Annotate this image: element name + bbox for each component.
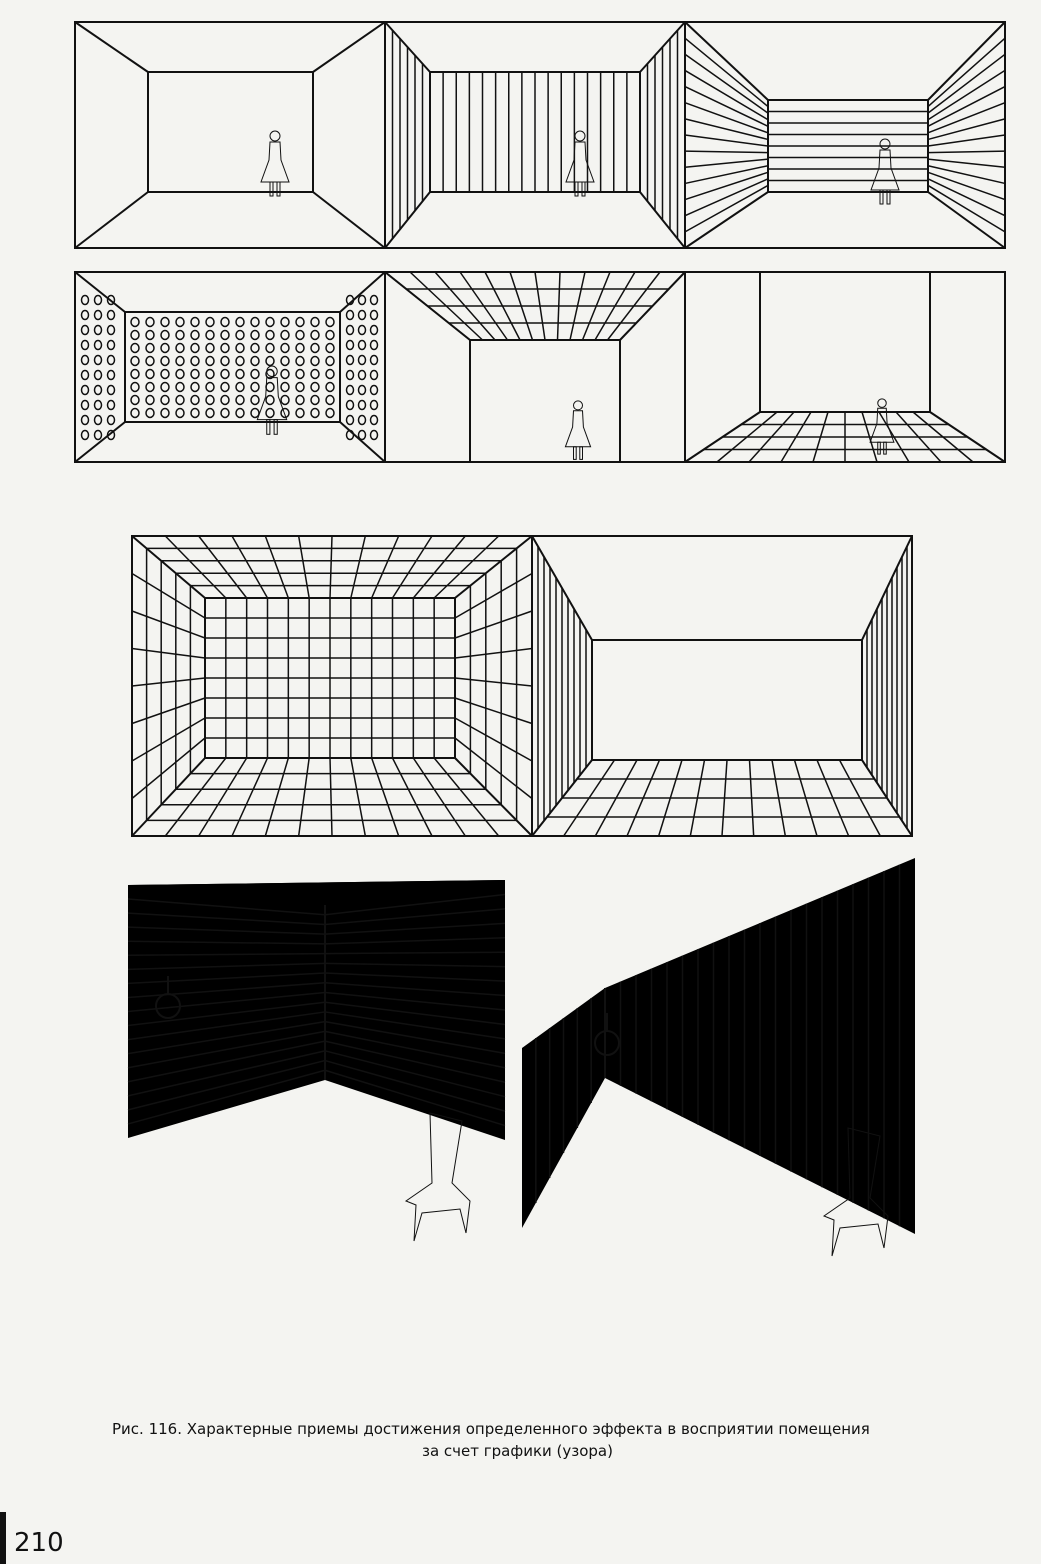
wallpaper-motif [146,383,154,392]
wallpaper-motif [176,383,184,392]
hatch-line [455,698,532,724]
wallpaper-motif [221,396,229,405]
wallpaper-motif [359,296,366,305]
wallpaper-motif [251,357,259,366]
hatch-line [455,611,532,638]
wallpaper-motif [281,318,289,327]
wallpaper-motif [95,386,102,395]
wallpaper-motif [311,370,319,379]
wallpaper-motif [266,344,274,353]
wallpaper-motif [371,416,378,425]
wallpaper-motif [347,311,354,320]
hatch-line [455,678,532,686]
wallpaper-motif [82,311,89,320]
wallpaper-motif [206,318,214,327]
wallpaper-motif [281,370,289,379]
wallpaper-motif [371,311,378,320]
wallpaper-motif [236,318,244,327]
wallpaper-motif [176,344,184,353]
wallpaper-motif [326,370,334,379]
wallpaper-motif [221,331,229,340]
hatch-line [928,38,1005,106]
wallpaper-motif [281,344,289,353]
wallpaper-motif [371,431,378,440]
wallpaper-motif [266,383,274,392]
corner-vertical-lines-panel [522,858,915,1234]
wallpaper-motif [131,318,139,327]
hatch-line [928,159,1005,167]
hatch-line [685,151,768,152]
wallpaper-motif [371,371,378,380]
wallpaper-motif [108,356,115,365]
hatch-line [413,536,465,598]
wallpaper-motif [131,331,139,340]
wallpaper-motif [131,409,139,418]
hatch-line [455,649,532,659]
wallpaper-motif [191,344,199,353]
wallpaper-motif [191,409,199,418]
wallpaper-motif [281,331,289,340]
wallpaper-motif [251,396,259,405]
hatch-line [685,70,768,119]
hatch-line [299,536,310,598]
wallpaper-motif [347,356,354,365]
wallpaper-motif [161,357,169,366]
wallpaper-motif [82,296,89,305]
wallpaper-motif [296,383,304,392]
wallpaper-motif [191,331,199,340]
wallpaper-motif [108,326,115,335]
wallpaper-motif [82,371,89,380]
wallpaper-motif [311,357,319,366]
room-plain-panel [75,22,385,248]
room-partial-grid-panel [532,536,912,836]
wallpaper-motif [326,344,334,353]
wallpaper-motif [359,326,366,335]
wallpaper-motif [191,370,199,379]
wallpaper-motif [108,416,115,425]
wallpaper-motif [236,357,244,366]
hatch-line [685,185,768,231]
wallpaper-motif [146,357,154,366]
wallpaper-motif [296,409,304,418]
wallpaper-motif [82,431,89,440]
wallpaper-motif [236,370,244,379]
wallpaper-motif [161,409,169,418]
wallpaper-motif [347,326,354,335]
wallpaper-motif [281,383,289,392]
wallpaper-motif [359,356,366,365]
wallpaper-motif [236,396,244,405]
hatch-line [928,185,1005,231]
wallpaper-motif [347,401,354,410]
figure-caption-line1: Рис. 116. Характерные приемы достижения определенного эффекта в восприятии помещения [112,1420,870,1438]
wallpaper-motif [146,344,154,353]
woman-silhouette [566,131,594,196]
wallpaper-motif [371,386,378,395]
hatch-line [265,758,288,836]
wallpaper-motif [236,383,244,392]
hatch-line [265,536,288,598]
wallpaper-motif [146,318,154,327]
wallpaper-motif [95,341,102,350]
hatch-line [928,166,1005,184]
woman-silhouette [870,399,894,454]
wallpaper-motif [95,296,102,305]
hatch-line [928,172,1005,199]
wallpaper-motif [359,416,366,425]
woman-silhouette [257,366,286,434]
wallpaper-motif [146,396,154,405]
wallpaper-motif [221,357,229,366]
wallpaper-motif [221,318,229,327]
hatch-line [685,179,768,216]
wallpaper-motif [251,383,259,392]
wallpaper-motif [236,344,244,353]
wallpaper-motif [266,396,274,405]
wallpaper-motif [251,370,259,379]
hatch-line [199,758,247,836]
wallpaper-motif [359,341,366,350]
hatch-line [232,758,268,836]
wallpaper-motif [176,396,184,405]
wallpaper-motif [131,357,139,366]
wallpaper-motif [359,431,366,440]
wallpaper-motif [371,296,378,305]
woman-silhouette [565,401,590,460]
wallpaper-motif [146,409,154,418]
hatch-line [351,536,366,598]
wallpaper-motif [296,344,304,353]
hatch-line [685,54,768,113]
wallpaper-motif [251,318,259,327]
wallpaper-motif [359,311,366,320]
wallpaper-motif [326,331,334,340]
wallpaper-motif [131,383,139,392]
wallpaper-motif [371,326,378,335]
wallpaper-motif [206,344,214,353]
wallpaper-motif [82,386,89,395]
wallpaper-motif [251,344,259,353]
wallpaper-motif [296,396,304,405]
wallpaper-motif [82,341,89,350]
woman-silhouette [871,139,899,204]
wallpaper-motif [95,401,102,410]
wallpaper-motif [176,370,184,379]
wallpaper-motif [82,401,89,410]
hatch-line [455,718,532,761]
page-number: 210 [14,1528,64,1558]
wallpaper-motif [176,357,184,366]
hatch-line [928,151,1005,152]
hatch-line [685,166,768,184]
wallpaper-motif [359,371,366,380]
wallpaper-motif [108,401,115,410]
wallpaper-motif [131,370,139,379]
wallpaper-motif [326,409,334,418]
wallpaper-motif [266,331,274,340]
wallpaper-motif [347,371,354,380]
wallpaper-motif [251,331,259,340]
wallpaper-motif [236,409,244,418]
figure-caption-line2: за счет графики (узора) [422,1442,613,1460]
wallpaper-motif [347,341,354,350]
wallpaper-motif [95,326,102,335]
wallpaper-motif [82,416,89,425]
wallpaper-motif [206,331,214,340]
wallpaper-motif [236,331,244,340]
hatch-line [330,536,332,598]
wallpaper-motif [296,331,304,340]
hatch-line [132,678,205,686]
wallpaper-motif [191,383,199,392]
page-edge-bar [0,1512,6,1564]
hatch-line [372,536,399,598]
wallpaper-motif [191,318,199,327]
wallpaper-motif [161,344,169,353]
hatch-line [928,87,1005,127]
wallpaper-motif [326,383,334,392]
wallpaper-motif [161,396,169,405]
wallpaper-motif [206,396,214,405]
hatch-line [299,758,310,836]
wallpaper-motif [281,396,289,405]
hatch-line [199,536,247,598]
wallpaper-motif [191,357,199,366]
wallpaper-motif [146,331,154,340]
wallpaper-motif [296,370,304,379]
wallpaper-motif [326,396,334,405]
wallpaper-motif [176,331,184,340]
wallpaper-motif [371,401,378,410]
wallpaper-motif [176,318,184,327]
wallpaper-motif [176,409,184,418]
room-ceiling-lines-panel [385,272,685,462]
wallpaper-motif [296,318,304,327]
wallpaper-motif [161,370,169,379]
wallpaper-motif [95,416,102,425]
wallpaper-motif [281,357,289,366]
wallpaper-motif [326,318,334,327]
wallpaper-motif [95,356,102,365]
hatch-line [372,758,399,836]
hatch-line [685,38,768,106]
wallpaper-motif [131,396,139,405]
wallpaper-motif [108,386,115,395]
wallpaper-motif [266,409,274,418]
wallpaper-motif [82,356,89,365]
wallpaper-motif [266,318,274,327]
wallpaper-motif [131,344,139,353]
wallpaper-motif [221,383,229,392]
wallpaper-motif [221,409,229,418]
room-patterned-panel [75,272,385,462]
wallpaper-motif [251,409,259,418]
wallpaper-motif [221,370,229,379]
hatch-line [132,649,205,659]
hatch-line [330,758,332,836]
wallpaper-motif [95,431,102,440]
hatch-line [351,758,366,836]
hatch-line [685,159,768,167]
chair [406,1113,470,1241]
wallpaper-motif [311,344,319,353]
room-full-grid-panel [132,536,532,836]
hatch-line [132,698,205,724]
corner-horizontal-lines-panel [128,880,505,1140]
wallpaper-motif [347,386,354,395]
wallpaper-motif [371,356,378,365]
hatch-line [455,574,532,619]
wallpaper-motif [161,331,169,340]
hatch-line [928,179,1005,216]
wallpaper-motif [95,311,102,320]
hatch-line [928,70,1005,119]
hatch-line [685,172,768,199]
wallpaper-motif [359,401,366,410]
hatch-line [132,611,205,638]
hatch-line [928,54,1005,113]
hatch-line [393,536,433,598]
wallpaper-motif [311,318,319,327]
figure-caption [112,1418,952,1462]
wallpaper-motif [206,370,214,379]
wallpaper-motif [95,371,102,380]
wallpaper-motif [206,383,214,392]
wallpaper-motif [311,331,319,340]
wallpaper-motif [311,409,319,418]
wallpaper-motif [108,311,115,320]
wallpaper-motif [311,396,319,405]
hatch-line [393,758,433,836]
wallpaper-motif [108,371,115,380]
wallpaper-motif [221,344,229,353]
wallpaper-motif [206,357,214,366]
hatch-line [685,87,768,127]
hatch-line [132,718,205,761]
wallpaper-motif [326,357,334,366]
wallpaper-motif [82,326,89,335]
wallpaper-motif [161,318,169,327]
wallpaper-motif [206,409,214,418]
hatch-line [165,758,226,836]
wallpaper-motif [371,341,378,350]
wallpaper-motif [146,370,154,379]
wallpaper-motif [359,386,366,395]
hatch-line [413,758,465,836]
hatch-line [232,536,268,598]
wallpaper-motif [296,357,304,366]
wallpaper-motif [191,396,199,405]
hatch-line [132,574,205,619]
wallpaper-motif [161,383,169,392]
wallpaper-motif [108,341,115,350]
wallpaper-motif [347,416,354,425]
wallpaper-motif [266,357,274,366]
wallpaper-motif [311,383,319,392]
woman-silhouette [261,131,289,196]
